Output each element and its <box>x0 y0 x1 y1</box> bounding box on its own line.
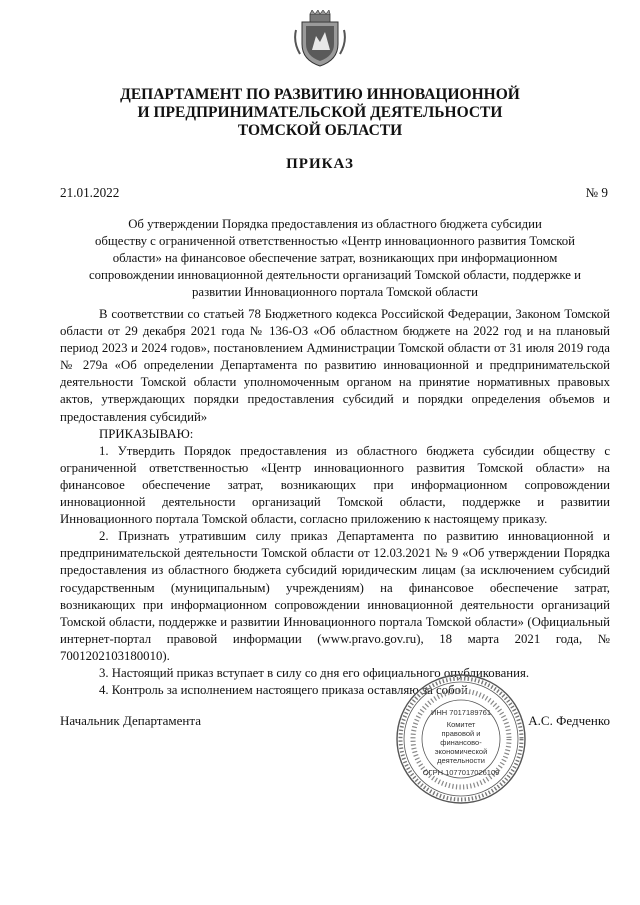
order-item: 2. Признать утратившим силу приказ Департамента по развитию инновационной и предпринимательской деятельности Томской области от 12.03.2021 № 9 «Об утверждении Порядка предоставления из областного бюджета субсидий юридическим лицам (за исключением субсидий государственным (муниципальным) учреждениям) на финансовое обеспечение затрат, возникающих при информационном сопровождении инновационной деятельности организаций Томской области, поддержке и развитии Инновационного портала Томской области» (Официальный интернет-портал правовой информации (www.pravo.gov.ru), 18 марта 2021 года, № 7001202103180010). <box>60 529 610 663</box>
stamp-text: ИНН 7017189761 <box>430 708 492 717</box>
coat-of-arms-icon <box>292 10 348 68</box>
subject-line: области» на финансовое обеспечение затрат, возникающих при информационном <box>112 251 558 265</box>
department-title-line: И ПРЕДПРИНИМАТЕЛЬСКОЙ ДЕЯТЕЛЬНОСТИ <box>137 104 503 121</box>
order-command: ПРИКАЗЫВАЮ: <box>99 426 194 441</box>
stamp-text: финансово- <box>440 738 482 747</box>
subject-line: обществу с ограниченной ответственностью «Центр инновационного развития Томской <box>94 234 576 248</box>
department-title <box>40 86 600 140</box>
signer-role: Начальник Департамента <box>60 713 201 728</box>
order-item: 1. Утвердить Порядок предоставления из областного бюджета субсидии обществу с ограниченной ответственностью «Центр инновационного развития Томской области» на финансовое обеспечение затрат, возникающих при информационном сопровождении инновационной деятельности организаций Томской области, поддержке и развитии Инновационного портала Томской области, согласно приложению к настоящему приказу. <box>60 443 610 527</box>
order-subject <box>60 216 610 301</box>
department-title-line: ДЕПАРТАМЕНТ ПО РАЗВИТИЮ ИННОВАЦИОННОЙ <box>120 86 520 103</box>
preamble-paragraph: В соответствии со статьей 78 Бюджетного кодекса Российской Федерации, Законом Томской области от 29 декабря 2021 года № 136-ОЗ «Об областном бюджете на 2022 год и на плановый период 2023 и 2024 годов», постановлением Администрации Томской области от 31 июля 2019 года № 279а «Об определении Департамента по развитию инновационной и предпринимательской деятельности Томской области уполномоченным органом на принятие нормативных правовых актов, утверждающих порядки предоставления субсидий и порядки определения объемов и предоставления субсидий» <box>60 307 610 424</box>
subject-line: сопровождении инновационной деятельности организаций Томской области, поддержке и <box>88 268 582 282</box>
stamp-text: Комитет <box>446 720 476 729</box>
order-item: 3. Настоящий приказ вступает в силу со дня его официального опубликования. <box>99 665 530 680</box>
signer-name: А.С. Федченко <box>528 713 610 728</box>
subject-line: развитии Инновационного портала Томской области <box>192 285 478 299</box>
stamp-text: ОГРН 1077017026109 <box>422 768 500 777</box>
stamp-text: деятельности <box>437 756 485 765</box>
order-body <box>60 306 610 699</box>
official-stamp <box>394 672 528 806</box>
stamp-text: экономической <box>434 747 488 756</box>
stamp-text: правовой и <box>441 729 481 738</box>
order-item: 4. Контроль за исполнением настоящего приказа оставляю за собой. <box>99 683 472 698</box>
order-number: № 9 <box>585 185 608 200</box>
department-title-line: ТОМСКОЙ ОБЛАСТИ <box>237 122 403 139</box>
document-type: ПРИКАЗ <box>286 156 354 172</box>
order-date: 21.01.2022 <box>60 185 120 200</box>
subject-line: Об утверждении Порядка предоставления из областного бюджета субсидии <box>128 217 542 231</box>
